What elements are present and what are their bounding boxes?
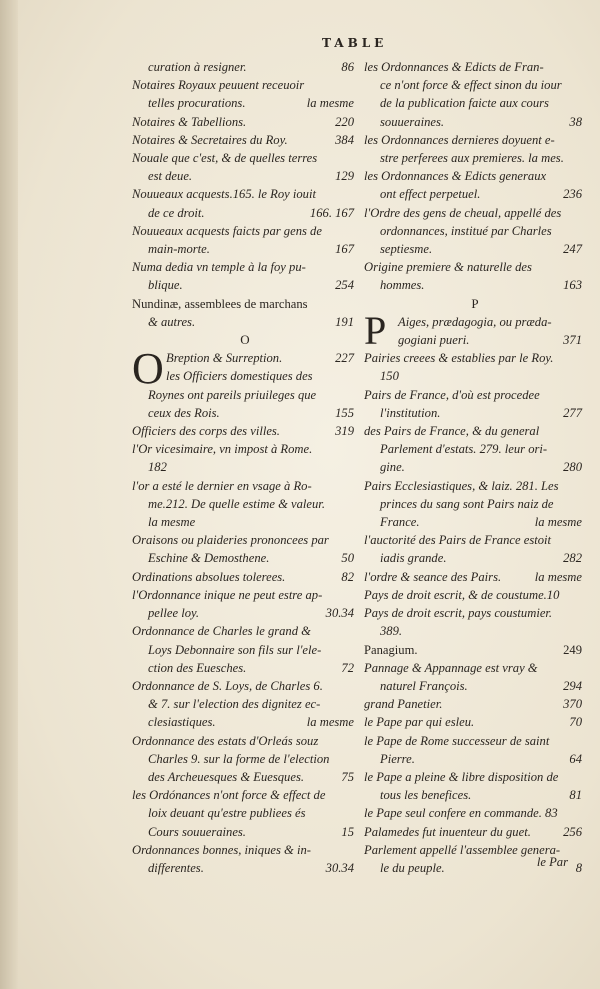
index-entry [132,823,358,841]
entry-page-ref: 81 [569,788,582,803]
entry-text: & autres. [148,314,196,329]
entry-text: princes du sang sont Pairs naiz de [380,496,554,511]
left-entries-o [132,386,358,877]
index-entry [364,622,586,640]
entry-text: Officiers des corps des villes. [132,424,280,439]
entry-page-ref: 384 [335,132,354,147]
index-entry [132,276,358,294]
entry-text: Notaires & Secretaires du Roy. [132,132,288,147]
entry-page-ref: 64 [569,751,582,766]
entry-text: 182 [148,460,167,475]
entry-text: naturel François. [380,678,468,693]
entry-text: ont effect perpetuel. [380,187,481,202]
entry-page-ref: 75 [341,769,354,784]
entry-text: Pairs Ecclesiastiques, & laiz. 281. Les [364,478,559,493]
index-entry [132,677,358,695]
index-entry [132,386,358,404]
index-entry [364,786,586,804]
entry-text: Loys Debonnaire son fils sur l'ele- [148,642,322,657]
entry-text: tous les benefices. [380,788,472,803]
entry-text: Eschine & Demosthene. [148,551,270,566]
index-entry [132,349,358,367]
entry-text: gine. [380,460,405,475]
entry-text: la mesme [148,515,196,530]
entry-text: Ordonnance de Charles le grand & [132,624,311,639]
left-index-column [132,58,358,877]
dropcap-entry-o [132,344,358,394]
index-entry [132,313,358,331]
entry-page-ref: 254 [335,278,354,293]
index-entry [132,131,358,149]
entry-text: Pays de droit escrit, & de coustume.10 [364,587,560,602]
entry-text: curation à resigner. [148,60,247,74]
entry-text: Roynes ont pareils priuileges que [148,387,317,402]
entry-text: telles procurations. [148,96,246,111]
entry-text: pellee loy. [148,606,200,621]
entry-text: l'or a esté le dernier en vsage à Ro- [132,478,312,493]
entry-page-ref: 294 [563,678,582,693]
index-entry [364,131,586,149]
entry-text: Pairies creees & establies par le Roy. [364,351,554,366]
index-entry [364,367,586,385]
entry-page-ref: 227 [335,351,354,366]
entry-text: les Officiers domestiques des [166,369,313,384]
entry-text: ce n'ont force & effect sinon du iour [380,78,562,93]
entry-text: ction des Euesches. [148,660,247,675]
index-entry [132,586,358,604]
entry-text: Charles 9. sur la forme de l'election [148,751,330,766]
entry-text: les Ordonnances & Edicts generaux [364,169,547,184]
entry-text: ceux des Rois. [148,405,220,420]
entry-text: Origine premiere & naturelle des [364,260,532,275]
entry-text: le Pape par qui esleu. [364,715,475,730]
entry-text: souueraines. [380,114,445,129]
index-entry [132,113,358,131]
entry-page-ref: 72 [341,660,354,675]
index-entry [364,641,586,659]
entry-text: Oraisons ou plaideries prononcees par [132,533,329,548]
index-entry [364,113,586,131]
index-entry [132,732,358,750]
index-entry [364,768,586,786]
entry-page-ref: la mesme [306,96,354,111]
entry-page-ref: 15 [341,824,354,839]
entry-text: l'auctorité des Pairs de France estoit [364,533,552,548]
page-gutter [0,0,18,989]
index-entry [364,568,586,586]
entry-text: Notaires Royaux peuuent receuoir [132,78,305,93]
entry-text: Parlement d'estats. 279. leur ori- [380,442,548,457]
entry-text: 150 [380,369,399,384]
index-entry [364,76,586,94]
index-entry [364,204,586,222]
index-entry [364,222,586,240]
entry-text: Pairs de France, d'où est procedee [364,387,540,402]
entry-page-ref: 247 [563,242,582,257]
drop-capital: P [364,307,387,353]
entry-text: Pierre. [380,751,415,766]
entry-page-ref: 30.34 [325,606,354,621]
index-entry [132,458,358,476]
entry-page-ref: 256 [563,824,582,839]
index-entry [364,750,586,768]
left-entries-n [132,58,358,331]
index-entry [132,513,358,531]
entry-text: de ce droit. [148,205,205,220]
index-entry [364,349,586,367]
entry-page-ref: la mesme [534,515,582,530]
index-entry [132,750,358,768]
entry-text: clesiastiques. [148,715,216,730]
entry-text: Palamedes fut inuenteur du guet. [364,824,531,839]
entry-text: le Pape de Rome successeur de saint [364,733,550,748]
entry-text: Nundinæ, assemblees de marchans [132,296,308,311]
entry-text: Parlement appellé l'assemblee genera- [364,842,561,857]
entry-page-ref: 319 [335,424,354,439]
entry-text: le Pape seul confere en commande. 83 [364,806,558,821]
running-header: TABLE [322,36,388,50]
index-entry [364,240,586,258]
index-entry [364,313,586,331]
entry-text: Pays de droit escrit, pays coustumier. [364,606,553,621]
index-entry [132,531,358,549]
catchword: le Par [536,854,568,869]
entry-text: Ordonnance de S. Loys, de Charles 6. [132,678,323,693]
index-entry [132,659,358,677]
entry-text: l'Or vicesimaire, vn impost à Rome. [132,442,313,457]
entry-text: Nouale que c'est, & de quelles terres [132,151,318,166]
index-entry [132,604,358,622]
entry-page-ref: 166. 167 [309,205,354,220]
index-entry [132,841,358,859]
entry-text: blique. [148,278,183,293]
entry-text: les Ordonnances & Edicts de Fran- [364,60,544,74]
entry-page-ref: 86 [341,60,354,74]
index-entry [132,367,358,385]
index-entry [132,786,358,804]
index-entry [132,404,358,422]
right-entries-p [364,349,586,877]
index-entry [132,58,358,76]
index-entry [132,440,358,458]
dropcap-entry-p [364,307,586,353]
section-letter-p: P [471,295,479,311]
index-entry [132,76,358,94]
index-entry [132,94,358,112]
entry-page-ref: 220 [335,114,354,129]
index-entry [132,477,358,495]
entry-text: gogiani pueri. [398,333,470,348]
index-entry [364,823,586,841]
entry-text: Pannage & Appannage est vray & [364,660,538,675]
entry-text: main-morte. [148,242,210,257]
entry-text: ordonnances, institué par Charles [380,223,552,238]
entry-page-ref: 236 [563,187,582,202]
entry-text: 389. [380,624,403,639]
index-entry [132,258,358,276]
index-entry [364,549,586,567]
entry-page-ref: 167 [335,242,354,257]
index-entry [364,185,586,203]
drop-capital: O [132,344,164,394]
entry-page-ref: 30.34 [325,860,354,875]
index-entry [364,331,586,349]
section-letter-o: O [240,332,250,348]
entry-page-ref: la mesme [534,569,582,584]
index-entry [364,477,586,495]
index-entry [132,167,358,185]
entry-text: Nouueaux acquests faicts par gens de [132,223,322,238]
entry-text: Aiges, prædagogia, ou præda- [398,314,552,329]
entry-text: France. [380,515,420,530]
index-entry [364,695,586,713]
entry-text: Numa dedia vn temple à la foy pu- [132,260,306,275]
entry-text: l'Ordre des gens de cheual, appellé des [364,205,562,220]
entry-text: des Pairs de France, & du general [364,424,540,439]
entry-page-ref: 282 [563,551,582,566]
entry-text: de la publication faicte aux cours [380,96,549,111]
entry-text: les Ordonnances dernieres doyuent e- [364,132,555,147]
index-entry [132,204,358,222]
index-entry [364,440,586,458]
entry-text: stre perferees aux premieres. la mes. [380,151,564,166]
entry-page-ref: 129 [335,169,354,184]
entry-text: hommes. [380,278,425,293]
index-entry [132,240,358,258]
entry-page-ref: 277 [563,405,582,420]
entry-page-ref: 70 [569,715,582,730]
entry-text: Panagium. [364,642,418,657]
entry-text: & 7. sur l'election des dignitez ec- [148,697,321,712]
right-entries-o [364,58,586,295]
index-entry [132,185,358,203]
index-entry [364,386,586,404]
entry-text: le Pape a pleine & libre disposition de [364,769,559,784]
index-entry [364,513,586,531]
entry-page-ref: 370 [563,697,582,712]
entry-text: l'Ordonnance inique ne peut estre ap- [132,587,323,602]
index-entry [132,568,358,586]
entry-text: est deue. [148,169,193,184]
index-entry [364,713,586,731]
index-entry [132,422,358,440]
index-entry [132,768,358,786]
index-entry [132,495,358,513]
entry-page-ref: 249 [563,642,582,657]
entry-page-ref: 50 [341,551,354,566]
entry-text: Breption & Surreption. [166,351,283,366]
index-entry [364,58,586,76]
entry-text: Ordonnance des estats d'Orleás souz [132,733,319,748]
index-entry [364,458,586,476]
entry-text: Ordonnances bonnes, iniques & in- [132,842,311,857]
entry-text: grand Panetier. [364,697,443,712]
entry-text: Ordinations absolues tolerees. [132,569,286,584]
entry-text: des Archeuesques & Euesques. [148,769,304,784]
entry-text: l'ordre & seance des Pairs. [364,569,502,584]
entry-text: les Ordónances n'ont force & effect de [132,788,326,803]
index-entry [364,276,586,294]
entry-text: septiesme. [380,242,433,257]
index-entry [132,222,358,240]
entry-page-ref: 163 [563,278,582,293]
index-entry [364,659,586,677]
entry-page-ref: 82 [341,569,354,584]
index-entry [364,586,586,604]
entry-page-ref: 371 [563,333,582,348]
entry-text: loix deuant qu'estre publiees és [148,806,306,821]
index-entry [364,258,586,276]
index-entry [364,149,586,167]
index-entry [132,641,358,659]
index-entry [364,404,586,422]
entry-text: iadis grande. [380,551,447,566]
index-entry [132,859,358,877]
index-entry [132,804,358,822]
index-entry [364,167,586,185]
entry-page-ref: la mesme [306,715,354,730]
entry-text: l'institution. [380,405,441,420]
index-entry [364,677,586,695]
index-entry [364,804,586,822]
entry-page-ref: 155 [335,405,354,420]
entry-page-ref: 191 [335,314,354,329]
index-entry [132,149,358,167]
index-entry [364,422,586,440]
index-entry [132,622,358,640]
entry-text: differentes. [148,860,204,875]
index-entry [364,531,586,549]
index-entry [132,695,358,713]
entry-page-ref: 280 [563,460,582,475]
right-index-column [364,58,586,877]
entry-text: me.212. De quelle estime & valeur. [148,496,325,511]
index-entry [364,732,586,750]
entry-text: Notaires & Tabellions. [132,114,247,129]
entry-text: le du peuple. [380,860,445,875]
entry-page-ref: 38 [569,114,582,129]
entry-page-ref: 8 [575,860,582,875]
entry-text: Cours souueraines. [148,824,246,839]
index-entry [364,495,586,513]
entry-text: Nouueaux acquests.165. le Roy iouit [132,187,316,202]
index-entry [364,94,586,112]
index-entry [132,295,358,313]
index-entry [364,604,586,622]
index-entry [132,549,358,567]
index-entry [132,713,358,731]
